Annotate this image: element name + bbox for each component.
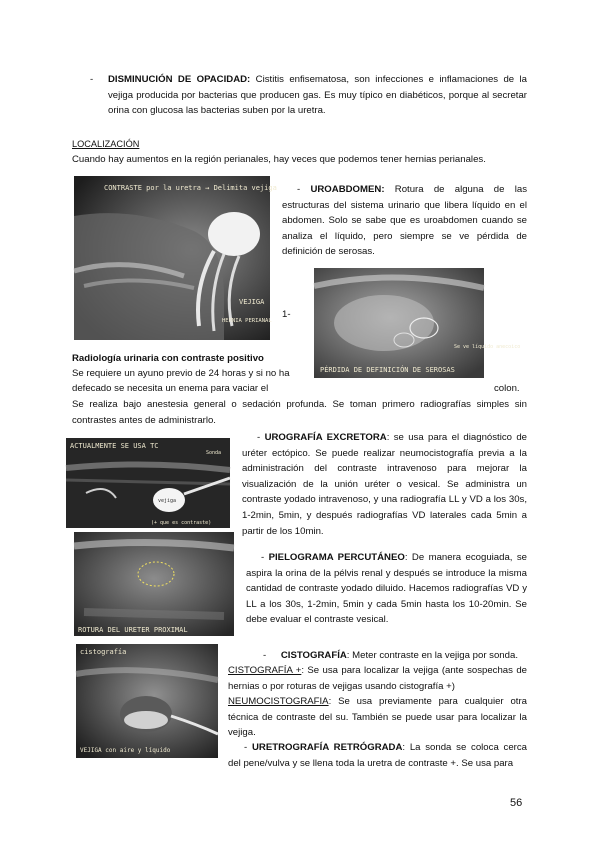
localizacion-text: Cuando hay aumentos en la región perianales, hay veces que podemos tener hernias perianales. (72, 154, 486, 165)
img3-caption-vejiga: vejiga (158, 498, 177, 504)
pielograma-term: PIELOGRAMA PERCUTÁNEO (268, 552, 405, 563)
cistografia-text: : Meter contraste en la vejiga por sonda. (346, 650, 518, 661)
cistografia-dash: - (263, 650, 267, 661)
cistografia-positiva-paragraph (228, 663, 527, 694)
intro-text: Cistitis enfisematosa, son infecciones e inflamaciones de la vejiga producida por bacterias que producen gas. Es muy típico en diabéticos, porque al secretar orina con glucosa las bacterias suben por la uretra. (108, 74, 527, 117)
cistografia-positiva-text: : Se usa para localizar la vejiga (ante sospechas de hernias o por roturas de vejigas usando cistografía +) (228, 665, 527, 692)
uroabdomen-paragraph (282, 182, 527, 260)
uroabdomen-text: Rotura de alguna de las estructuras del sistema urinario que libera líquido en el abdomen. Solo se sabe que es uroabdomen cuando se analiza el líquido, pero siempre se ve pérdida de definición de serosas. (282, 184, 527, 258)
xray-cistografia-image (76, 644, 218, 758)
xray-urografia-image (66, 438, 230, 528)
img3-caption-bottom: (+ que es contraste) (151, 520, 212, 526)
neumocistografia-term: NEUMOCISTOGRAFIA (228, 696, 329, 707)
uretrografia-term: URETROGRAFÍA RETRÓGRADA (251, 742, 403, 753)
img1-caption-hernia: HERNIA PERIANAL (222, 318, 272, 324)
intro-term: DISMINUCIÓN DE OPACIDAD: (108, 74, 251, 85)
img2-caption-side: Se ve líquido anecoico (454, 344, 521, 350)
urografia-text: : se usa para el diagnóstico de uréter ectópico. Se puede realizar neumocistografía previa a la administración del contraste intravenoso para mejorar la visualización de la unión uréter o vesical. Se administra un contraste yodado intravenoso, y una radiografía LL y VD a los 30s, 1-2min, 5min, y después radiografías VD laterales cada 5min a partir de los 10min. (242, 432, 527, 537)
urografia-paragraph (242, 430, 527, 539)
radiologia-line2a: defecado se necesita un enema para vaciar el (72, 383, 269, 394)
xray-contraste-uretra-image (74, 176, 277, 340)
radiologia-heading: Radiología urinaria con contraste positivo (72, 353, 264, 364)
xray-contraste-uretra-graphic (74, 176, 277, 340)
uroabdomen-dash: - (297, 184, 301, 195)
page-number: 56 (510, 797, 523, 809)
xray-cistografia-graphic (76, 644, 218, 758)
uretrografia-paragraph (228, 740, 527, 771)
xray-perdida-serosas-image (314, 268, 521, 378)
xray-perdida-serosas-graphic (314, 268, 521, 378)
img3-caption-top: ACTUALMENTE SE USA TC (70, 442, 159, 450)
item-number: 1- (282, 309, 291, 320)
img1-caption-top: CONTRASTE por la uretra → Delimita vejiga (104, 184, 277, 192)
cistografia-line (263, 648, 527, 664)
cistografia-term: CISTOGRAFÍA (280, 650, 347, 661)
img5-caption-bottom: VEJIGA con aire y líquido (80, 747, 171, 754)
intro-dash: - (90, 74, 94, 85)
uretrografia-text: : La sonda se coloca cerca del pene/vulva y se llena toda la uretra de contraste +. Se usa para (228, 742, 527, 769)
neumocistografia-paragraph (228, 694, 527, 741)
pielograma-paragraph (246, 550, 527, 628)
cistografia-positiva-term: CISTOGRAFÍA + (228, 665, 302, 676)
img3-caption-mid: Sonda (206, 450, 222, 456)
uretrografia-dash: - (244, 742, 248, 753)
radiologia-line3: Se realiza bajo anestesia general o sedación profunda. Se toman primero radiografías simples sin contrastes antes de administrarlo. (72, 399, 527, 426)
uroabdomen-term: UROABDOMEN: (310, 184, 385, 195)
pielograma-dash: - (261, 552, 265, 563)
neumocistografia-text: : Se usa previamente para cualquier otra técnica de contraste del su. También se puede usar para localizar la vejiga. (228, 696, 527, 739)
img1-caption-vejiga: VEJIGA (239, 298, 265, 306)
img5-caption-top: cistografía (80, 648, 127, 656)
intro-paragraph (108, 72, 527, 119)
localizacion-heading: LOCALIZACIÓN (72, 139, 140, 149)
xray-urografia-graphic (66, 438, 230, 528)
urografia-dash: - (257, 432, 261, 443)
radiologia-line1: Se requiere un ayuno previo de 24 horas y si no ha (72, 368, 290, 379)
xray-rotura-ureter-graphic (74, 532, 234, 636)
urografia-term: UROGRAFÍA EXCRETORA (264, 432, 387, 443)
pielograma-text: : De manera ecoguiada, se aspira la orina de la pélvis renal y después se introduce la misma cantidad de contraste yodado diluido. Hacemos radiografías VD y LL a los 30s, 1-2min, 5min y cada 5min hasta los 10-20min. Se debe evaluar el contraste vesical. (246, 552, 527, 626)
img4-caption-bottom: ROTURA DEL URETER PROXIMAL (78, 626, 188, 634)
xray-rotura-ureter-image (74, 532, 234, 636)
img2-caption-bottom: PÉRDIDA DE DEFINICIÓN DE SEROSAS (320, 366, 455, 374)
radiologia-line2b: colon. (494, 383, 520, 394)
